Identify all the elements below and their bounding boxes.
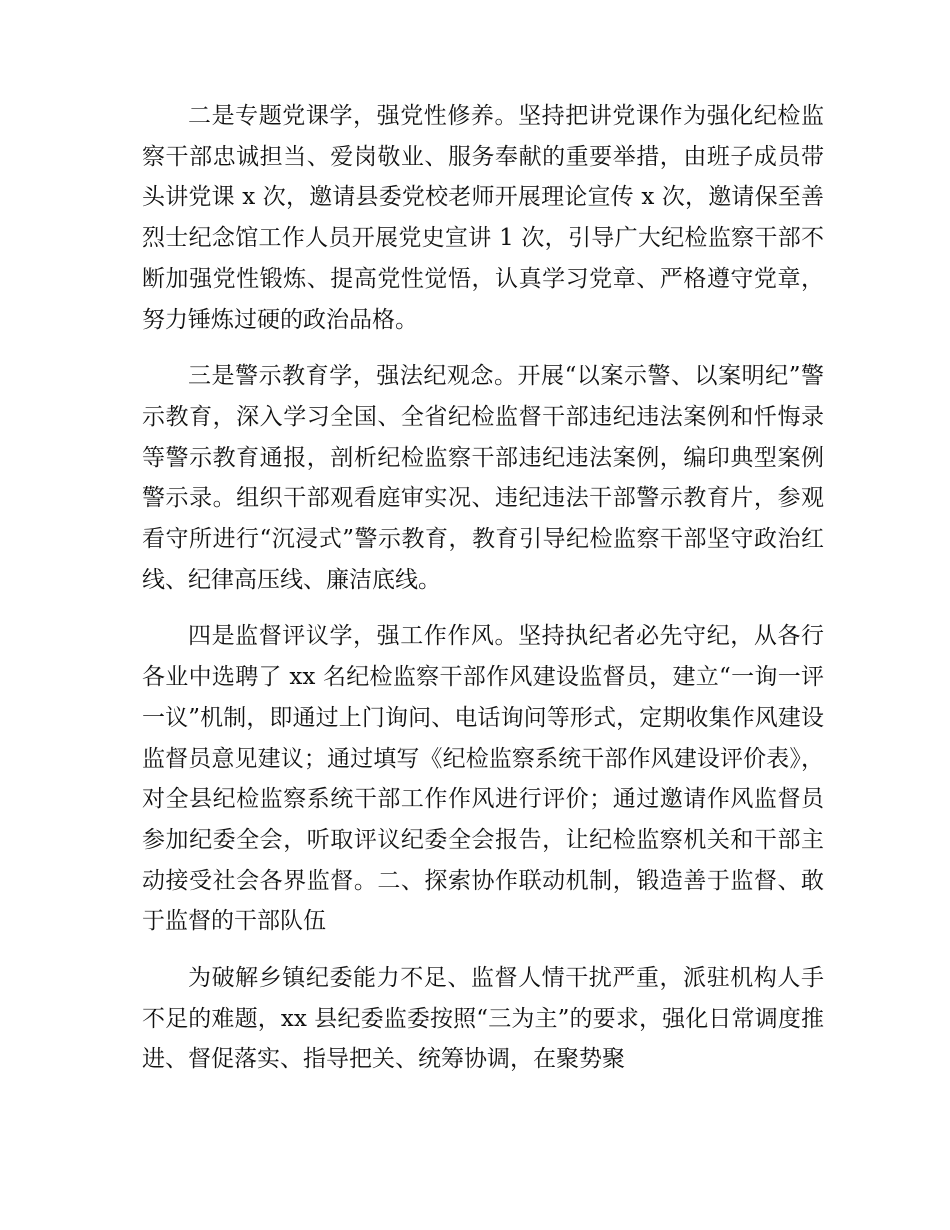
document-body xyxy=(142,96,824,1096)
paragraph-warning-education: 三是警示教育学，强法纪观念。开展“以案示警、以案明纪”警示教育，深入学习全国、全省纪检监督干部违纪违法案例和忏悔录等警示教育通报，剖析纪检监察干部违纪违法案例，编印典型案例警示录。组织干部观看庭审实况、违纪违法干部警示教育片，参观看守所进行“沉浸式”警示教育，教育引导纪检监察干部坚守政治红线、纪律高压线、廉洁底线。 xyxy=(142,363,824,593)
paragraph-cooperation-mechanism: 为破解乡镇纪委能力不足、监督人情干扰严重，派驻机构人手不足的难题，xx 县纪委监委按照“三为主”的要求，强化日常调度推进、督促落实、指导把关、统筹协调，在聚势聚 xyxy=(142,965,824,1073)
paragraph-party-lecture: 二是专题党课学，强党性修养。坚持把讲党课作为强化纪检监察干部忠诚担当、爱岗敬业、服务奉献的重要举措，由班子成员带头讲党课 x 次，邀请县委党校老师开展理论宣传 x 次，邀请保至善烈士纪念馆工作人员开展党史宣讲 1 次，引导广大纪检监察干部不断加强党性锻炼、提高党性觉悟，认真学习党章、严格遵守党章，努力锤炼过硬的政治品格。 xyxy=(142,103,824,333)
paragraph-supervision-review: 四是监督评议学，强工作作风。坚持执纪者必先守纪，从各行各业中选聘了 xx 名纪检监察干部作风建设监督员，建立“一询一评一议”机制，即通过上门询问、电话询问等形式，定期收集作风建设监督员意见建议；通过填写《纪检监察系统干部作风建设评价表》，对全县纪检监察系统干部工作作风进行评价；通过邀请作风监督员参加纪委全会，听取评议纪委全会报告，让纪检监察机关和干部主动接受社会各界监督。二、探索协作联动机制，锻造善于监督、敢于监督的干部队伍 xyxy=(142,623,824,935)
